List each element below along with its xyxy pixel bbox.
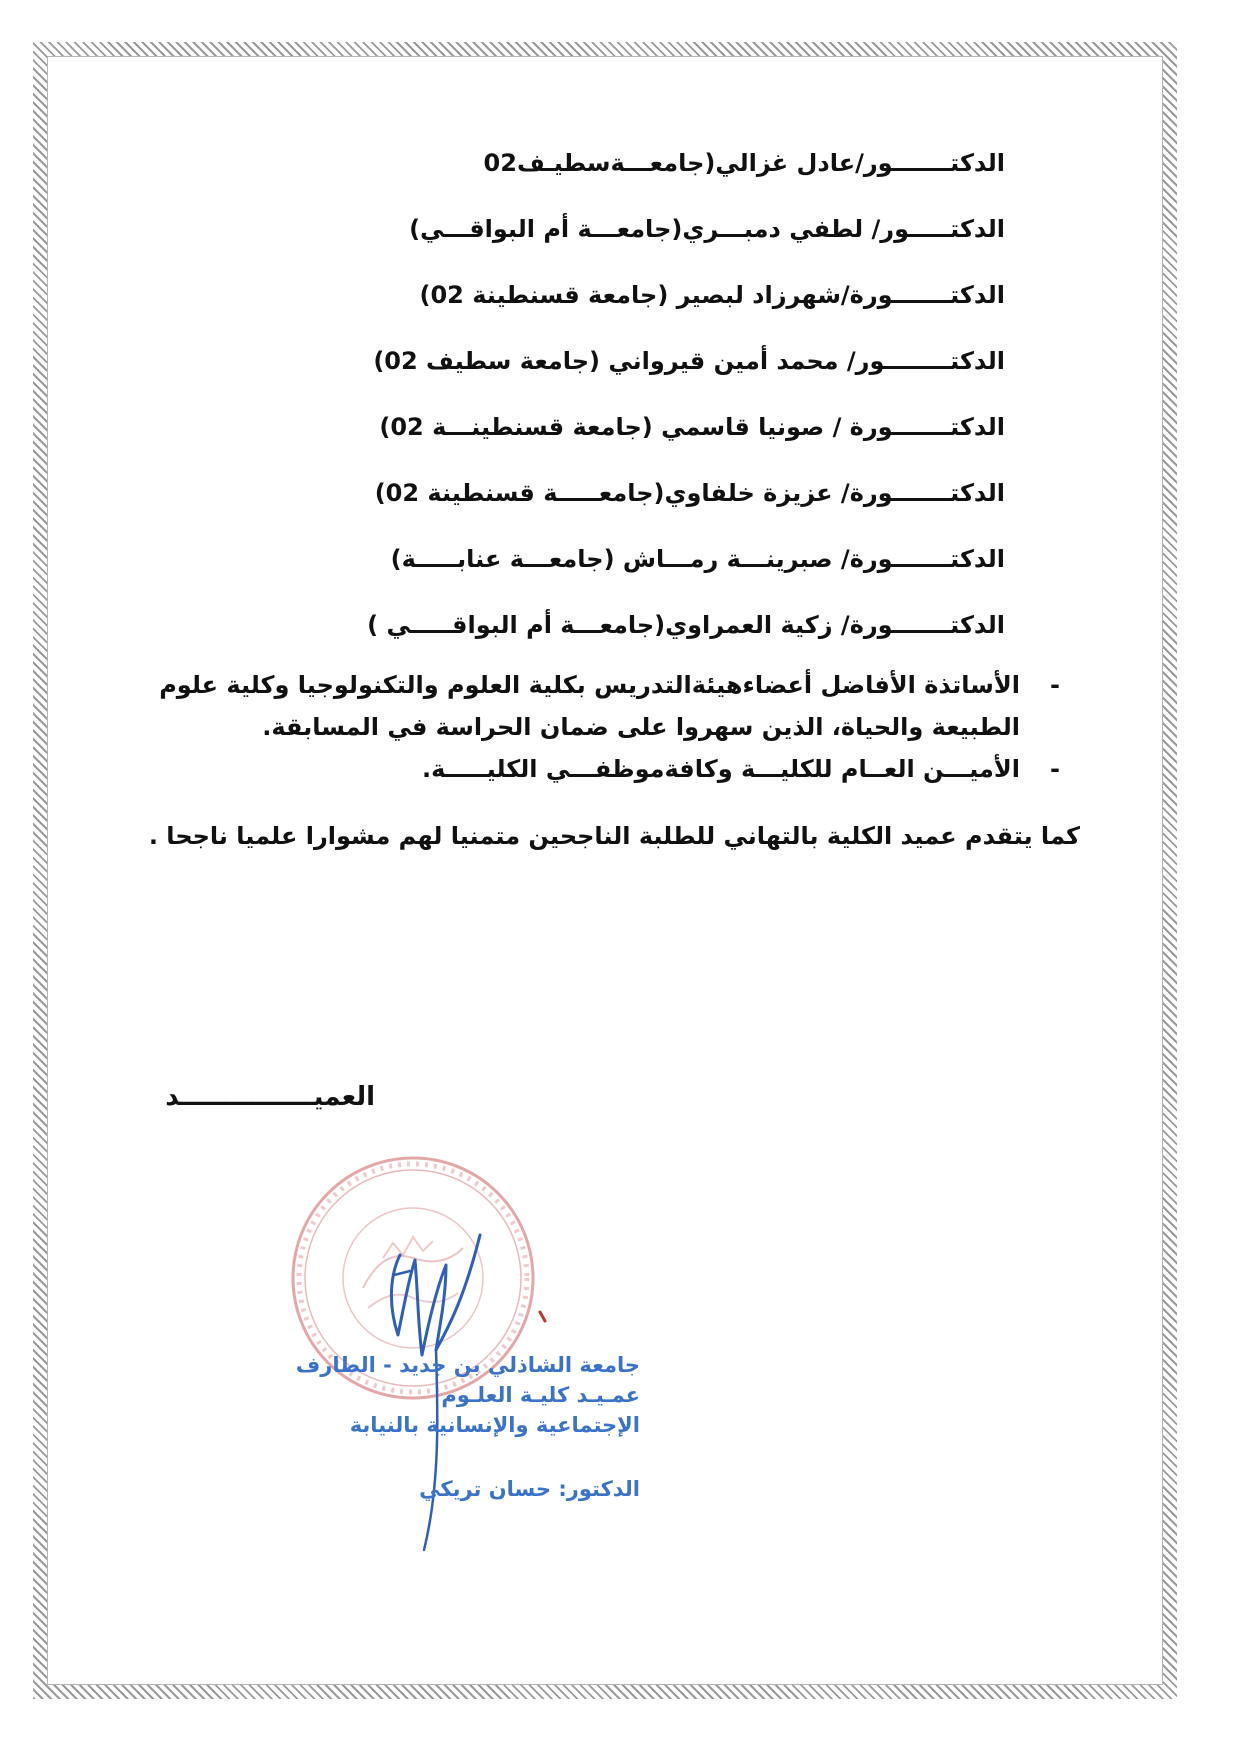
dean-label: العميـــــــــــــــد [165, 1082, 375, 1112]
signature-block [270, 1350, 640, 1504]
committee-member: الدكتـــــــورة/ صبرينـــة رمـــاش (جامعـــة عنابـــــة) [390, 545, 1005, 573]
committee-list [205, 130, 1005, 658]
thanks-list [130, 664, 1060, 790]
committee-member: الدكتـــــــور/عادل غزالي(جامعـــةسطيـف02 [483, 149, 1005, 177]
committee-member: الدكتــــــــور/ محمد أمين قيرواني (جامعة سطيف 02) [373, 347, 1005, 375]
university-name: جامعة الشاذلي بن جديد - الطارف [295, 1353, 640, 1377]
committee-member: الدكتـــــــورة / صونيا قاسمي (جامعة قسنطينـــة 02) [379, 413, 1005, 441]
committee-member: الدكتـــــــورة/شهرزاد لبصير (جامعة قسنطينة 02) [419, 281, 1005, 309]
thanks-item-text: الأميـــن العــام للكليـــة وكافةموظفـــي الكليـــــة. [421, 755, 1020, 783]
faculty-name: الإجتماعية والإنسانية بالنيابة [349, 1413, 640, 1437]
bullet-marker: - [1050, 755, 1060, 783]
closing-statement: كما يتقدم عميد الكلية بالتهاني للطلبة الناجحين متمنيا لهم مشوارا علميا ناجحا . [148, 822, 1080, 850]
thanks-item [130, 664, 1060, 748]
committee-member: الدكتـــــور/ لطفي دمبـــري(جامعـــة أم البواقـــي) [409, 215, 1005, 243]
thanks-item-text: الأساتذة الأفاضل أعضاءهيئةالتدريس بكلية العلوم والتكنولوجيا وكلية علوم الطبيعة والحياة، الذين سهروا على ضمان الحراسة في المسابقة. [159, 671, 1020, 741]
dean-title: عمـيـد كليـة العلـوم [441, 1383, 640, 1407]
thanks-item [130, 748, 1060, 790]
ink-mark [538, 1310, 548, 1324]
signatory-name: الدكتور: حسان تريكي [419, 1477, 640, 1501]
committee-member: الدكتـــــــورة/ عزيزة خلفاوي(جامعـــــة قسنطينة 02) [374, 479, 1005, 507]
bullet-marker: - [1050, 671, 1060, 699]
committee-member: الدكتـــــــورة/ زكية العمراوي(جامعـــة أم البواقـــــي ) [367, 611, 1005, 639]
